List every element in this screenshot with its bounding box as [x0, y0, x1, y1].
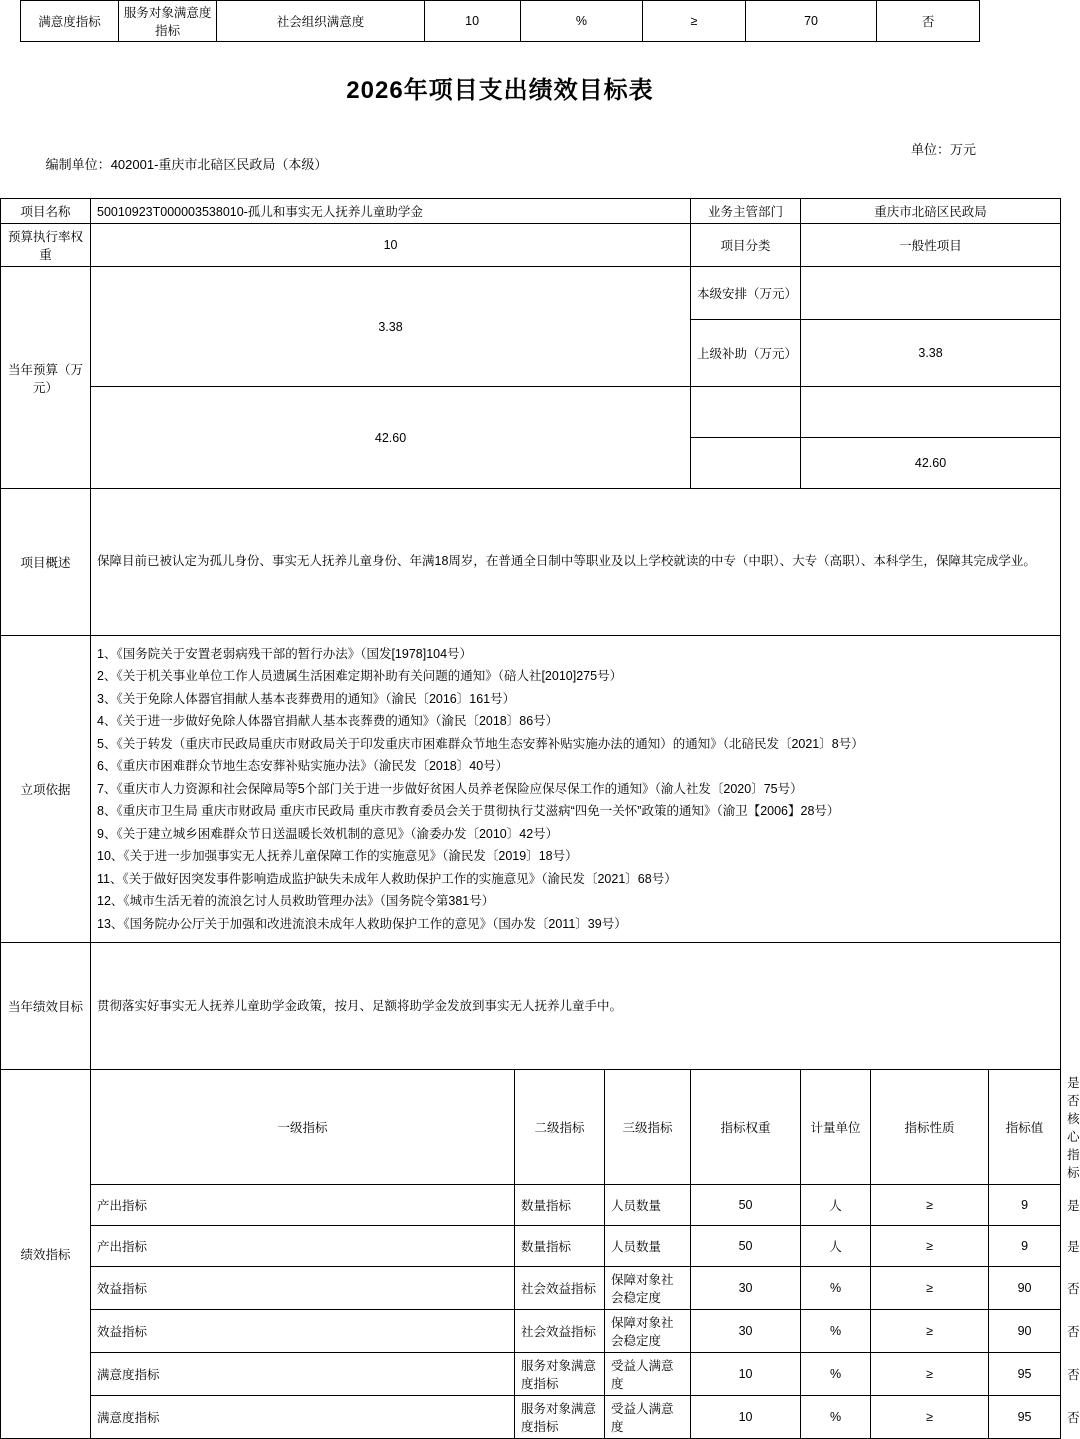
goal-value: 贯彻落实好事实无人抚养儿童助学金政策，按月、足额将助学金发放到事实无人抚养儿童手中。 — [91, 943, 1061, 1070]
cell-unit: 人 — [801, 1226, 871, 1267]
cell-level3: 社会组织满意度 — [217, 1, 424, 42]
header-value: 指标值 — [989, 1070, 1061, 1185]
basis-item: 1、《国务院关于安置老弱病残干部的暂行办法》（国发[1978]104号） — [97, 646, 473, 661]
local-arrange-label-2 — [691, 387, 801, 438]
upper-subsidy-value-2: 42.60 — [801, 438, 1061, 489]
cell-level2: 数量指标 — [515, 1226, 605, 1267]
table-row — [21, 1, 980, 42]
goal-label: 当年绩效目标 — [1, 943, 91, 1070]
row-goal — [1, 943, 1061, 1070]
cell-value: 90 — [989, 1267, 1061, 1310]
header-unit: 计量单位 — [801, 1070, 871, 1185]
table-row: 效益指标 社会效益指标 保障对象社会稳定度 30 % ≥ 90 否 — [1, 1310, 1061, 1353]
cell-unit: 人 — [801, 1185, 871, 1226]
cell-level3: 受益人满意度 — [605, 1353, 691, 1396]
cell-level2: 服务对象满意度指标 — [515, 1396, 605, 1439]
project-name-value: 50010923T000003538010-孤儿和事实无人抚养儿童助学金 — [91, 199, 691, 224]
cell-level3: 受益人满意度 — [605, 1396, 691, 1439]
cell-level3: 人员数量 — [605, 1185, 691, 1226]
header-level2: 二级指标 — [515, 1070, 605, 1185]
upper-subsidy-label-2 — [691, 438, 801, 489]
cell-level1: 满意度指标 — [21, 1, 119, 42]
local-arrange-value-2 — [801, 387, 1061, 438]
continuation-table — [20, 0, 980, 42]
cell-level1: 效益指标 — [91, 1267, 515, 1310]
cell-level3: 人员数量 — [605, 1226, 691, 1267]
row-exec-rate — [1, 224, 1061, 267]
dept-label: 业务主管部门 — [691, 199, 801, 224]
cell-weight: 10 — [691, 1396, 801, 1439]
cell-level2: 服务对象满意度指标 — [515, 1353, 605, 1396]
performance-target-table — [0, 198, 1080, 1439]
indicator-label: 绩效指标 — [1, 1070, 91, 1439]
cell-nature: ≥ — [871, 1185, 989, 1226]
table-row: 满意度指标 服务对象满意度指标 受益人满意度 10 % ≥ 95 否 — [1, 1353, 1061, 1396]
budget-value-2: 42.60 — [91, 387, 691, 489]
cell-weight: 30 — [691, 1310, 801, 1353]
basis-item: 3、《关于免除人体器官捐献人基本丧葬费用的通知》（渝民〔2016〕161号） — [97, 691, 516, 706]
cell-value: 95 — [989, 1396, 1061, 1439]
cell-weight: 50 — [691, 1185, 801, 1226]
category-label: 项目分类 — [691, 224, 801, 267]
table-row: 产出指标 数量指标 人员数量 50 人 ≥ 9 是 — [1, 1226, 1061, 1267]
overview-label: 项目概述 — [1, 489, 91, 636]
cell-level1: 产出指标 — [91, 1185, 515, 1226]
cell-unit: % — [801, 1310, 871, 1353]
basis-item: 2、《关于机关事业单位工作人员遗属生活困难定期补助有关问题的通知》（碚人社[2010]275号） — [97, 669, 623, 684]
exec-rate-value: 10 — [91, 224, 691, 267]
cell-value: 9 — [989, 1185, 1061, 1226]
cell-level2: 数量指标 — [515, 1185, 605, 1226]
compiling-unit-label: 编制单位： — [45, 157, 111, 172]
header-level3: 三级指标 — [605, 1070, 691, 1185]
cell-nature: ≥ — [871, 1353, 989, 1396]
basis-item: 7、《重庆市人力资源和社会保障局等5个部门关于进一步做好贫困人员养老保险应保尽保工作的通知》（渝人社发〔2020〕75号） — [97, 781, 803, 796]
cell-unit: % — [801, 1353, 871, 1396]
basis-item: 13、《国务院办公厅关于加强和改进流浪未成年人救助保护工作的意见》（国办发〔2011〕39号） — [97, 916, 627, 931]
cell-level2: 服务对象满意度指标 — [119, 1, 217, 42]
cell-nature: ≥ — [871, 1226, 989, 1267]
basis-item: 6、《重庆市困难群众节地生态安葬补贴实施办法》（渝民发〔2018〕40号） — [97, 759, 509, 774]
cell-level1: 产出指标 — [91, 1226, 515, 1267]
table-row: 产出指标 数量指标 人员数量 50 人 ≥ 9 是 — [1, 1185, 1061, 1226]
upper-subsidy-value-1: 3.38 — [801, 320, 1061, 387]
cell-value: 95 — [989, 1353, 1061, 1396]
cell-level3: 保障对象社会稳定度 — [605, 1267, 691, 1310]
cell-level1: 满意度指标 — [91, 1396, 515, 1439]
basis-item: 10、《关于进一步加强事实无人抚养儿童保障工作的实施意见》（渝民发〔2019〕18号） — [97, 849, 578, 864]
budget-value-1: 3.38 — [91, 267, 691, 387]
basis-item: 12、《城市生活无着的流浪乞讨人员救助管理办法》（国务院令第381号） — [97, 894, 495, 909]
page-title: 2026年项目支出绩效目标表 — [346, 77, 654, 104]
cell-nature: ≥ — [643, 1, 746, 42]
basis-label: 立项依据 — [1, 636, 91, 943]
basis-item: 11、《关于做好因突发事件影响造成监护缺失未成年人救助保护工作的实施意见》（渝民发〔2021〕68号） — [97, 871, 677, 886]
basis-item: 4、《关于进一步做好免除人体器官捐献人基本丧葬费的通知》（渝民〔2018〕86号） — [97, 714, 559, 729]
header-level1: 一级指标 — [91, 1070, 515, 1185]
cell-level2: 社会效益指标 — [515, 1310, 605, 1353]
cell-nature: ≥ — [871, 1310, 989, 1353]
row-basis — [1, 636, 1061, 943]
amount-unit-label: 单位：万元 — [910, 142, 976, 157]
cell-level1: 满意度指标 — [91, 1353, 515, 1396]
cell-weight: 30 — [691, 1267, 801, 1310]
table-row: 效益指标 社会效益指标 保障对象社会稳定度 30 % ≥ 90 否 — [1, 1267, 1061, 1310]
local-arrange-label: 本级安排（万元） — [691, 267, 801, 320]
cell-level2: 社会效益指标 — [515, 1267, 605, 1310]
row-budget-1 — [1, 267, 1061, 320]
row-budget-3 — [1, 387, 1061, 438]
cell-level3: 保障对象社会稳定度 — [605, 1310, 691, 1353]
basis-item: 9、《关于建立城乡困难群众节日送温暖长效机制的意见》（渝委办发〔2010〕42号） — [97, 826, 559, 841]
header-weight: 指标权重 — [691, 1070, 801, 1185]
project-name-label: 项目名称 — [1, 199, 91, 224]
local-arrange-value-1 — [801, 267, 1061, 320]
cell-core: 否 — [877, 1, 980, 42]
cell-weight: 10 — [691, 1353, 801, 1396]
overview-value: 保障目前已被认定为孤儿身份、事实无人抚养儿童身份、年满18周岁，在普通全日制中等职业及以上学校就读的中专（中职）、大专（高职）、本科学生，保障其完成学业。 — [91, 489, 1061, 636]
table-row: 满意度指标 服务对象满意度指标 受益人满意度 10 % ≥ 95 否 — [1, 1396, 1061, 1439]
cell-nature: ≥ — [871, 1267, 989, 1310]
basis-item: 8、《重庆市卫生局 重庆市财政局 重庆市民政局 重庆市教育委员会关于贯彻执行艾滋病“四免一关怀”政策的通知》（渝卫【2006】28号） — [97, 804, 840, 819]
category-value: 一般性项目 — [801, 224, 1061, 267]
cell-level1: 效益指标 — [91, 1310, 515, 1353]
cell-unit: % — [801, 1396, 871, 1439]
cell-value: 90 — [989, 1310, 1061, 1353]
header-nature: 指标性质 — [871, 1070, 989, 1185]
cell-weight: 10 — [424, 1, 520, 42]
cell-nature: ≥ — [871, 1396, 989, 1439]
row-indicator-header: 绩效指标 一级指标 二级指标 三级指标 指标权重 计量单位 指标性质 指标值 是否核心指标 — [1, 1070, 1061, 1185]
basis-value — [91, 636, 1061, 943]
cell-value: 9 — [989, 1226, 1061, 1267]
cell-unit: % — [520, 1, 643, 42]
basis-item: 5、《关于转发（重庆市民政局重庆市财政局关于印发重庆市困难群众节地生态安葬补贴实施办法的通知）的通知》（北碚民发〔2021〕8号） — [97, 736, 864, 751]
row-project-name — [1, 199, 1061, 224]
budget-label: 当年预算（万元） — [1, 267, 91, 489]
upper-subsidy-label: 上级补助（万元） — [691, 320, 801, 387]
row-overview — [1, 489, 1061, 636]
cell-value: 70 — [745, 1, 877, 42]
dept-value: 重庆市北碚区民政局 — [801, 199, 1061, 224]
cell-unit: % — [801, 1267, 871, 1310]
exec-rate-label: 预算执行率权重 — [1, 224, 91, 267]
cell-weight: 50 — [691, 1226, 801, 1267]
document-meta — [20, 139, 980, 188]
compiling-unit-value: 402001-重庆市北碚区民政局（本级） — [110, 157, 328, 172]
